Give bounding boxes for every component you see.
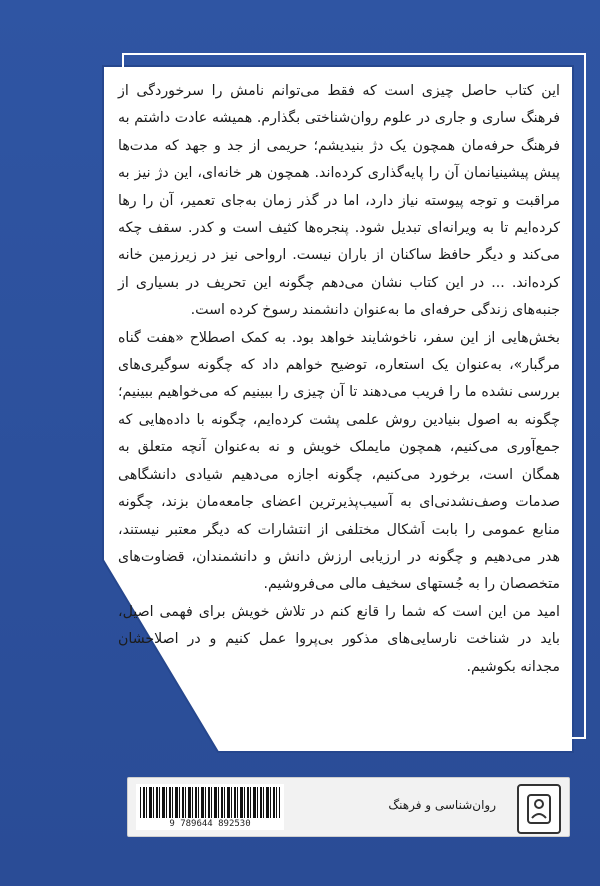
publisher-bar	[127, 777, 570, 837]
blurb-paragraph: امید من این است که شما را قانع کنم در تلاش خویش برای فهمی اصیل، باید در شناخت نارسایی‌های مذکور بی‌پروا عمل کنیم و در اصلاحشان مجدانه بکوشیم.	[118, 603, 560, 675]
blurb-paragraph: این کتاب حاصل چیزی است که فقط می‌توانم نامش را سرخوردگی از فرهنگ ساری و جاری در علوم روان‌شناختی بگذارم. همیشه عادت داشتم به فرهنگ حرفه‌مان همچون یک دژ بنیدیشم؛ حریمی از جد و جهد که مدت‌ها پیش پیشینیانمان آن را پایه‌گذاری کرده‌اند. همچون هر خانه‌ای، این دژ نیز به مراقبت و توجه پیوسته نیاز دارد، اما در گذر زمان به‌جای تعمیر، آن را رها کرده‌ایم تا به ویرانه‌ای تبدیل شود. پنجره‌ها کثیف است و کدر. سقف چکه می‌کند و دیگر حافظ ساکنان از باران نیست. ارواحی نیز در زیرزمین خانه کرده‌اند. ... در این کتاب نشان می‌دهم چگونه این تحریف در بسیاری از جنبه‌های زندگی حرفه‌ای ما به‌عنوان دانشمند رسوخ کرده است.	[118, 83, 560, 319]
isbn-barcode	[136, 784, 284, 830]
publisher-logo-icon	[517, 784, 561, 834]
isbn-digits: 9 789644 892530	[169, 819, 251, 829]
blurb-text	[118, 78, 560, 681]
series-label: روان‌شناسی و فرهنگ	[388, 798, 496, 812]
blurb-paragraph: بخش‌هایی از این سفر، ناخوشایند خواهد بود. به کمک اصطلاح «هفت گناه مرگبار»، به‌عنوان یک استعاره، توضیح خواهم داد که چگونه سوگیری‌های بررسی نشده ما را فریب می‌دهند تا آن چیزی را ببینیم که می‌خواهیم ببینیم؛ چگونه به اصول بنیادین روش علمی پشت کرده‌ایم، چگونه با داده‌هایی که جمع‌آوری می‌کنیم، همچون ما‌یملک خویش و نه به‌عنوان آنچه متعلق به همگان است، برخورد می‌کنیم، چگونه اجازه می‌دهیم شیادی دانشگاهی صدمات وصف‌نشدنی‌ای به آسیب‌پذیرترین اعضای جامعه‌مان بزند، چگونه منابع عمومی را بابت اَشکال مختلفی از انتشارات که دیگر معتبر نیستند، هدر می‌دهیم و چگونه در ارزیابی ارزش دانش و دانشمندان، قضاوت‌های متخصصان را به جُستهای سخیف مالی می‌فروشیم.	[118, 329, 560, 593]
barcode-bars	[140, 787, 280, 818]
